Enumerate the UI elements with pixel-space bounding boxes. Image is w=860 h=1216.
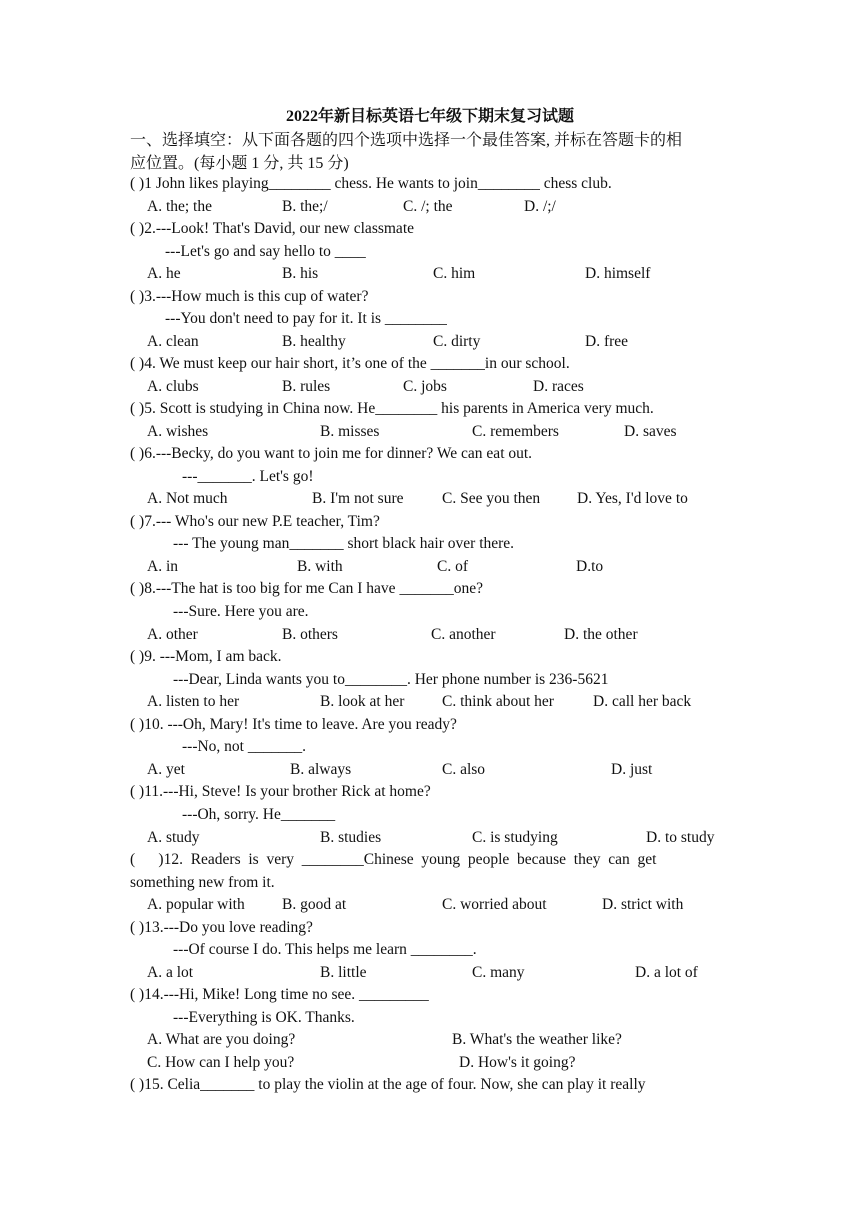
question-10-dialog: ---No, not _______. [182,738,306,755]
question-12-option-c: C. worried about [442,896,547,913]
question-11-dialog: ---Oh, sorry. He_______ [182,806,336,823]
question-5-stem: ( )5. Scott is studying in China now. He________ his parents in America very much. [130,400,654,417]
question-14-option-a: A. What are you doing? [147,1031,296,1048]
question-2-option-a: A. he [147,265,181,282]
question-3-option-b: B. healthy [282,333,346,350]
question-2-dialog: ---Let's go and say hello to ____ [165,243,366,260]
question-4-stem: ( )4. We must keep our hair short, it’s one of the _______in our school. [130,355,570,372]
question-1-option-b: B. the;/ [282,198,328,215]
question-2-option-c: C. him [433,265,476,282]
question-9-dialog: ---Dear, Linda wants you to________. Her phone number is 236-5621 [173,671,609,688]
question-12-stem: ( )12. Readers is very ________Chinese young people because they can get [130,851,657,868]
question-4-option-c: C. jobs [403,378,447,395]
question-6-option-a: A. Not much [147,490,228,507]
question-14-option-c: C. How can I help you? [147,1054,295,1071]
question-10-option-c: C. also [442,761,486,778]
question-11-stem: ( )11.---Hi, Steve! Is your brother Rick at home? [130,783,431,800]
question-12-option-b: B. good at [282,896,347,913]
question-14-option-b: B. What's the weather like? [452,1031,622,1048]
question-7-option-a: A. in [147,558,178,575]
question-12-option-a: A. popular with [147,896,245,913]
question-1-option-d: D. /;/ [524,198,556,215]
question-10-option-b: B. always [290,761,352,778]
question-11-option-c: C. is studying [472,829,558,846]
question-1-option-c: C. /; the [403,198,453,215]
question-7-stem: ( )7.--- Who's our new P.E teacher, Tim? [130,513,380,530]
question-12-option-d: D. strict with [602,896,684,913]
question-3-option-a: A. clean [147,333,199,350]
question-13-option-c: C. many [472,964,525,981]
question-5-option-c: C. remembers [472,423,559,440]
question-13-option-b: B. little [320,964,367,981]
question-6-option-b: B. I'm not sure [312,490,404,507]
question-9-option-b: B. look at her [320,693,405,710]
question-3-option-c: C. dirty [433,333,481,350]
question-7-option-b: B. with [297,558,343,575]
question-4-option-d: D. races [533,378,584,395]
question-7-option-c: C. of [437,558,468,575]
question-8-option-d: D. the other [564,626,638,643]
question-9-option-a: A. listen to her [147,693,240,710]
question-13-dialog: ---Of course I do. This helps me learn ________. [173,941,477,958]
question-4-option-a: A. clubs [147,378,199,395]
question-8-option-a: A. other [147,626,198,643]
question-8-dialog: ---Sure. Here you are. [173,603,309,620]
question-7-option-d: D.to [576,558,604,575]
question-9-option-c: C. think about her [442,693,554,710]
question-5-option-d: D. saves [624,423,677,440]
question-6-dialog: ---_______. Let's go! [182,468,314,485]
question-13-stem: ( )13.---Do you love reading? [130,919,313,936]
question-3-dialog: ---You don't need to pay for it. It is ________ [165,310,447,327]
question-14-stem: ( )14.---Hi, Mike! Long time no see. _________ [130,986,429,1003]
question-5-option-b: B. misses [320,423,380,440]
question-7-dialog: --- The young man_______ short black hair over there. [173,535,515,552]
question-14-option-d: D. How's it going? [459,1054,576,1071]
question-10-stem: ( )10. ---Oh, Mary! It's time to leave. Are you ready? [130,716,457,733]
question-1-stem: ( )1 John likes playing________ chess. He wants to join________ chess club. [130,175,612,192]
question-11-option-a: A. study [147,829,200,846]
question-1-option-a: A. the; the [147,198,212,215]
question-3-stem: ( )3.---How much is this cup of water? [130,288,369,305]
question-6-option-c: C. See you then [442,490,541,507]
question-10-option-a: A. yet [147,761,185,778]
question-11-option-b: B. studies [320,829,382,846]
question-10-option-d: D. just [611,761,653,778]
question-3-option-d: D. free [585,333,629,350]
question-8-option-b: B. others [282,626,338,643]
question-2-option-d: D. himself [585,265,651,282]
question-2-option-b: B. his [282,265,319,282]
question-8-stem: ( )8.---The hat is too big for me Can I have _______one? [130,580,483,597]
question-13-option-d: D. a lot of [635,964,698,981]
question-15-stem: ( )15. Celia_______ to play the violin at the age of four. Now, she can play it really [130,1076,646,1093]
question-9-stem: ( )9. ---Mom, I am back. [130,648,282,665]
page-title: 2022年新目标英语七年级下期末复习试题 [285,108,574,125]
section-instructions-line1: 一、选择填空：从下面各题的四个选项中选择一个最佳答案, 并标在答题卡的相 [130,132,683,149]
question-2-stem: ( )2.---Look! That's David, our new classmate [130,220,415,237]
question-4-option-b: B. rules [282,378,331,395]
question-9-option-d: D. call her back [593,693,692,710]
question-6-stem: ( )6.---Becky, do you want to join me for dinner? We can eat out. [130,445,533,462]
question-5-option-a: A. wishes [147,423,209,440]
question-13-option-a: A. a lot [147,964,194,981]
question-11-option-d: D. to study [646,829,715,846]
question-14-dialog: ---Everything is OK. Thanks. [173,1009,355,1026]
section-instructions-line2: 应位置。(每小题 1 分, 共 15 分) [130,155,349,172]
question-8-option-c: C. another [431,626,496,643]
question-12-stem-continued: something new from it. [130,874,275,891]
question-6-option-d: D. Yes, I'd love to [577,490,688,507]
